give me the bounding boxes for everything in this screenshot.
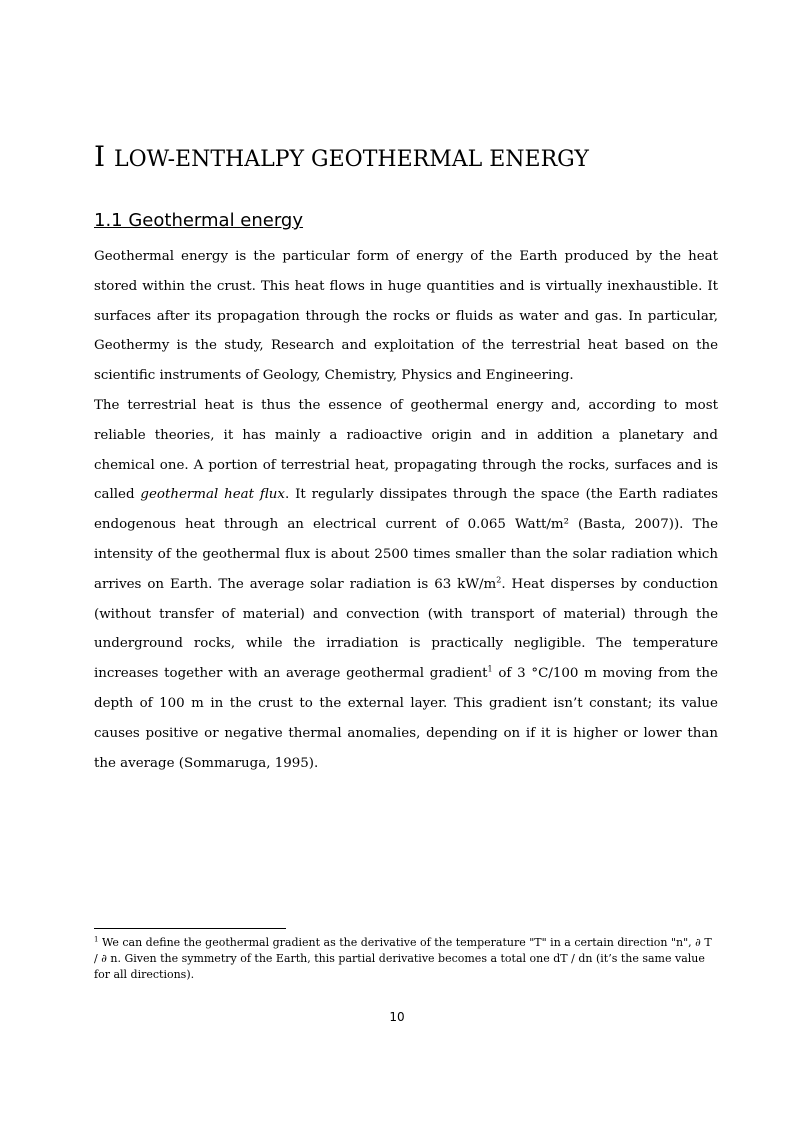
paragraph-2-part-b: . It regularly dissipates through the space (the Earth radiates endogenous heat through an electrical current of 0.065 Watt/m² (Basta, 2007)). The intensity of the geothermal flux is about 2500 times smaller than the solar radiation which arrives on Earth. The average solar radiation is 63 kW/m <box>94 487 718 592</box>
footnote-separator <box>94 928 286 929</box>
footnote-text: We can define the geothermal gradient as the derivative of the temperature "T" in a certain direction "n", ∂ T / ∂ n. Given the symmetry of the Earth, this partial derivative becomes a total one dT / dn (it’s the same value for all directions). <box>94 936 712 981</box>
footnote-marker: 1 <box>94 935 99 944</box>
paragraph-2-part-a: The terrestrial heat is thus the essence of geothermal energy and, according to most reliable theories, it has mainly a radioactive origin and in addition a planetary and chemical one. A portion of terrestrial heat, propagating through the rocks, surfaces and is called <box>94 397 718 503</box>
body-text <box>94 242 718 778</box>
footnote <box>94 935 718 983</box>
page-number: 10 <box>389 1010 405 1024</box>
superscript-squared: 2 <box>496 575 502 585</box>
paragraph-2-part-c: . Heat disperses by conduction (without transfer of material) and convection (with transport of material) through the underground rocks, while the irradiation is practically negligible. The temperature increases together with an average geothermal gradient <box>94 576 718 682</box>
chapter-title-text: LOW-ENTHALPY GEOTHERMAL ENERGY <box>113 147 589 172</box>
section-heading: 1.1 Geothermal energy <box>94 210 304 231</box>
paragraph-1: Geothermal energy is the particular form of energy of the Earth produced by the heat stored within the crust. This heat flows in huge quantities and is virtually inexhaustible. It surfaces after its propagation through the rocks or fluids as water and gas. In particular, Geothermy is the study, Research and exploitation of the terrestrial heat based on the scientific instruments of Geology, Chemistry, Physics and Engineering. <box>94 249 718 384</box>
paragraph-2 <box>94 391 718 778</box>
paragraph-2-part-d: of 3 °C/100 m moving from the depth of 100 m in the crust to the external layer. This gradient isn’t constant; its value causes positive or negative thermal anomalies, depending on if it is higher or lower than the average (Sommaruga, 1995). <box>94 666 718 771</box>
emphasis-geothermal-heat-flux: geothermal heat flux <box>140 487 285 503</box>
chapter-title <box>94 140 734 173</box>
footnote-reference[interactable]: 1 <box>487 664 493 674</box>
chapter-numeral: I <box>94 140 106 173</box>
